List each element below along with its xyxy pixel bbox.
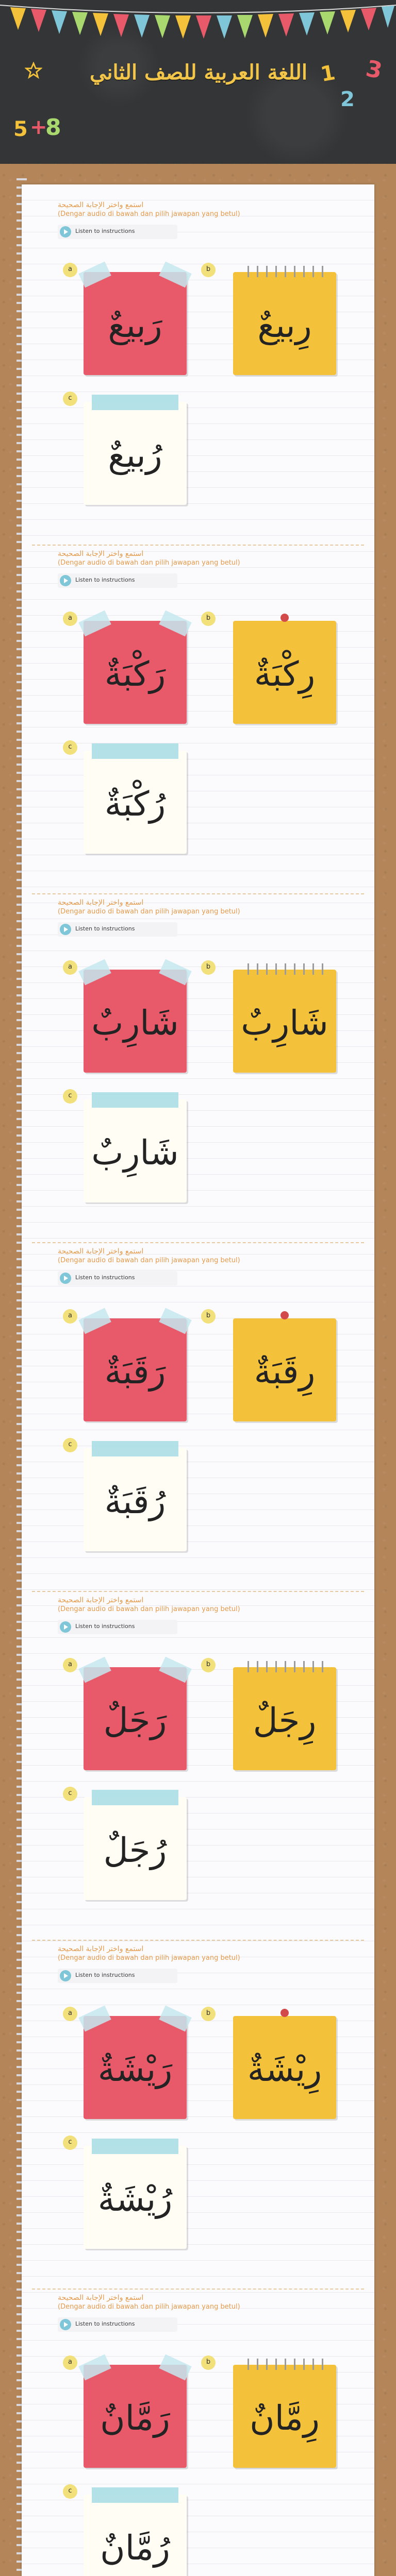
deco-number-two: 2 [340, 88, 355, 111]
instruction-arabic: استمع واختر الإجابة الصحيحة [58, 899, 144, 907]
option-c-card[interactable] [84, 1099, 187, 1202]
option-c-badge[interactable]: c [63, 2484, 77, 2499]
option-c-word: رُيْشَةٌ [97, 2179, 173, 2219]
listen-label: Listen to instructions [75, 925, 135, 932]
play-icon[interactable] [60, 1273, 71, 1284]
option-c-word: رُكْبَةٌ [104, 784, 166, 824]
tape-decoration [159, 1657, 191, 1683]
option-c-badge[interactable]: c [63, 1787, 77, 1801]
deco-number-five: 5 [13, 117, 28, 141]
question-block [22, 893, 374, 1233]
tape-decoration [92, 2139, 178, 2154]
option-c-word: رُقَبَةٌ [104, 1482, 166, 1521]
option-b-card[interactable] [233, 2365, 336, 2468]
option-b-badge[interactable]: b [201, 1309, 216, 1324]
listen-instructions-button[interactable] [58, 922, 177, 937]
option-c-badge[interactable]: c [63, 2136, 77, 2150]
option-b-word: رِمَّانٌ [250, 2398, 320, 2438]
question-block [22, 1940, 374, 2280]
option-a-word: رَيْشَةٌ [97, 2049, 173, 2089]
option-c-card[interactable] [84, 1797, 187, 1900]
listen-instructions-button[interactable] [58, 1620, 177, 1634]
option-b-word: رِيْشَةٌ [247, 2049, 322, 2089]
instruction-malay: (Dengar audio di bawah dan pilih jawapan yang betul) [58, 559, 240, 567]
notepad-rings [242, 963, 327, 975]
tape-decoration [78, 2354, 111, 2381]
option-a-badge[interactable]: a [63, 612, 77, 626]
option-a-card[interactable] [84, 621, 187, 724]
play-icon[interactable] [60, 924, 71, 935]
deco-number-one: 1 [319, 60, 337, 87]
question-block [22, 1242, 374, 1582]
option-b-badge[interactable]: b [201, 2355, 216, 2370]
option-a-badge[interactable]: a [63, 263, 77, 277]
option-a-card[interactable] [84, 1667, 187, 1770]
tape-decoration [159, 2354, 191, 2381]
instruction-arabic: استمع واختر الإجابة الصحيحة [58, 201, 144, 209]
listen-instructions-button[interactable] [58, 225, 177, 239]
question-block [22, 196, 374, 536]
option-b-word: رِبيعٌ [257, 306, 312, 345]
option-c-word: شَارِبٌ [91, 1133, 179, 1173]
option-b-badge[interactable]: b [201, 612, 216, 626]
tape-decoration [159, 1308, 191, 1334]
tape-decoration [78, 611, 111, 637]
tape-decoration [159, 262, 191, 288]
tape-decoration [92, 1790, 178, 1805]
option-c-badge[interactable]: c [63, 1089, 77, 1104]
option-c-card[interactable] [84, 1448, 187, 1551]
option-a-badge[interactable]: a [63, 2355, 77, 2370]
play-icon[interactable] [60, 1621, 71, 1633]
option-b-badge[interactable]: b [201, 1658, 216, 1672]
question-divider [32, 893, 364, 894]
question-block [22, 2289, 374, 2576]
question-block [22, 545, 374, 885]
option-a-badge[interactable]: a [63, 2007, 77, 2021]
option-a-word: رَجَلٌ [103, 1701, 167, 1740]
tape-decoration [78, 2006, 111, 2032]
notepad-rings [242, 266, 327, 277]
tape-decoration [92, 2487, 178, 2503]
option-a-card[interactable] [84, 970, 187, 1073]
option-b-badge[interactable]: b [201, 263, 216, 277]
tape-decoration [92, 743, 178, 759]
option-a-card[interactable] [84, 1318, 187, 1421]
option-b-card[interactable] [233, 1318, 336, 1421]
deco-number-three: 3 [364, 55, 385, 84]
tape-decoration [92, 1092, 178, 1108]
question-divider [32, 1242, 364, 1243]
play-icon[interactable] [60, 226, 71, 238]
tape-decoration [92, 395, 178, 410]
star-icon [25, 62, 42, 79]
pin-icon [280, 614, 289, 622]
option-b-word: رِجَلٌ [253, 1701, 317, 1740]
option-a-card[interactable] [84, 2365, 187, 2468]
option-a-word: رَمَّانٌ [100, 2398, 170, 2438]
option-c-card[interactable] [84, 2146, 187, 2249]
listen-instructions-button[interactable] [58, 2317, 177, 2332]
tape-decoration [78, 1657, 111, 1683]
instruction-malay: (Dengar audio di bawah dan pilih jawapan yang betul) [58, 908, 240, 916]
play-icon[interactable] [60, 575, 71, 586]
tape-decoration [92, 1441, 178, 1456]
option-b-word: رِقَبَةٌ [254, 1352, 316, 1392]
instruction-malay: (Dengar audio di bawah dan pilih jawapan yang betul) [58, 2303, 240, 2311]
question-block [22, 1591, 374, 1931]
listen-label: Listen to instructions [75, 1623, 135, 1630]
option-c-card[interactable] [84, 2495, 187, 2576]
option-b-card[interactable] [233, 1667, 336, 1770]
listen-label: Listen to instructions [75, 2320, 135, 2327]
option-b-word: رِكْبَةٌ [254, 654, 316, 694]
bunting-decoration [0, 0, 396, 46]
listen-instructions-button[interactable] [58, 573, 177, 588]
instruction-malay: (Dengar audio di bawah dan pilih jawapan yang betul) [58, 1954, 240, 1962]
instruction-arabic: استمع واختر الإجابة الصحيحة [58, 1247, 144, 1256]
question-divider [32, 1591, 364, 1592]
option-b-badge[interactable]: b [201, 960, 216, 975]
option-a-card[interactable] [84, 272, 187, 375]
notepad-rings [242, 1661, 327, 1672]
play-icon[interactable] [60, 2319, 71, 2330]
question-divider [32, 1940, 364, 1941]
listen-label: Listen to instructions [75, 228, 135, 234]
listen-label: Listen to instructions [75, 1972, 135, 1978]
option-a-word: شَارِبٌ [91, 1003, 179, 1043]
play-icon[interactable] [60, 1970, 71, 1981]
option-b-badge[interactable]: b [201, 2007, 216, 2021]
instruction-arabic: استمع واختر الإجابة الصحيحة [58, 2294, 144, 2302]
notepad-rings [242, 2359, 327, 2370]
tape-decoration [159, 2006, 191, 2032]
instruction-arabic: استمع واختر الإجابة الصحيحة [58, 1596, 144, 1604]
tape-decoration [78, 262, 111, 288]
question-divider [32, 2289, 364, 2290]
instruction-malay: (Dengar audio di bawah dan pilih jawapan yang betul) [58, 210, 240, 218]
instruction-malay: (Dengar audio di bawah dan pilih jawapan yang betul) [58, 1605, 240, 1613]
tape-decoration [78, 959, 111, 986]
option-a-badge[interactable]: a [63, 1658, 77, 1672]
listen-label: Listen to instructions [75, 577, 135, 583]
deco-number-eight: 8 [45, 114, 61, 141]
option-c-word: رُمَّانٌ [100, 2528, 170, 2568]
question-divider [32, 545, 364, 546]
option-c-word: رُبيعٌ [108, 435, 162, 475]
option-b-card[interactable] [233, 621, 336, 724]
option-a-badge[interactable]: a [63, 1309, 77, 1324]
page-title: اللغة العربية للصف الثاني [90, 60, 307, 84]
option-c-badge[interactable]: c [63, 1438, 77, 1452]
listen-instructions-button[interactable] [58, 1271, 177, 1285]
option-a-badge[interactable]: a [63, 960, 77, 975]
instruction-arabic: استمع واختر الإجابة الصحيحة [58, 550, 144, 558]
option-b-word: شَارِبٌ [241, 1003, 328, 1043]
option-c-card[interactable] [84, 402, 187, 505]
tape-decoration [159, 611, 191, 637]
option-b-card[interactable] [233, 970, 336, 1073]
option-a-word: رَبيعٌ [108, 306, 162, 345]
option-b-card[interactable] [233, 272, 336, 375]
listen-label: Listen to instructions [75, 1274, 135, 1281]
option-c-word: رُجَلٌ [103, 1831, 167, 1870]
option-b-card[interactable] [233, 2016, 336, 2119]
instruction-malay: (Dengar audio di bawah dan pilih jawapan yang betul) [58, 1257, 240, 1264]
option-c-badge[interactable]: c [63, 740, 77, 755]
deco-plus: + [30, 115, 47, 139]
option-c-card[interactable] [84, 751, 187, 854]
pin-icon [280, 2009, 289, 2017]
instruction-arabic: استمع واختر الإجابة الصحيحة [58, 1945, 144, 1953]
option-a-word: رَقَبَةٌ [104, 1352, 166, 1392]
option-a-word: رَكْبَةٌ [104, 654, 166, 694]
option-c-badge[interactable]: c [63, 392, 77, 406]
chalkboard-header [0, 0, 396, 164]
tape-decoration [159, 959, 191, 986]
tape-decoration [78, 1308, 111, 1334]
option-a-card[interactable] [84, 2016, 187, 2119]
pin-icon [280, 1311, 289, 1319]
listen-instructions-button[interactable] [58, 1969, 177, 1983]
